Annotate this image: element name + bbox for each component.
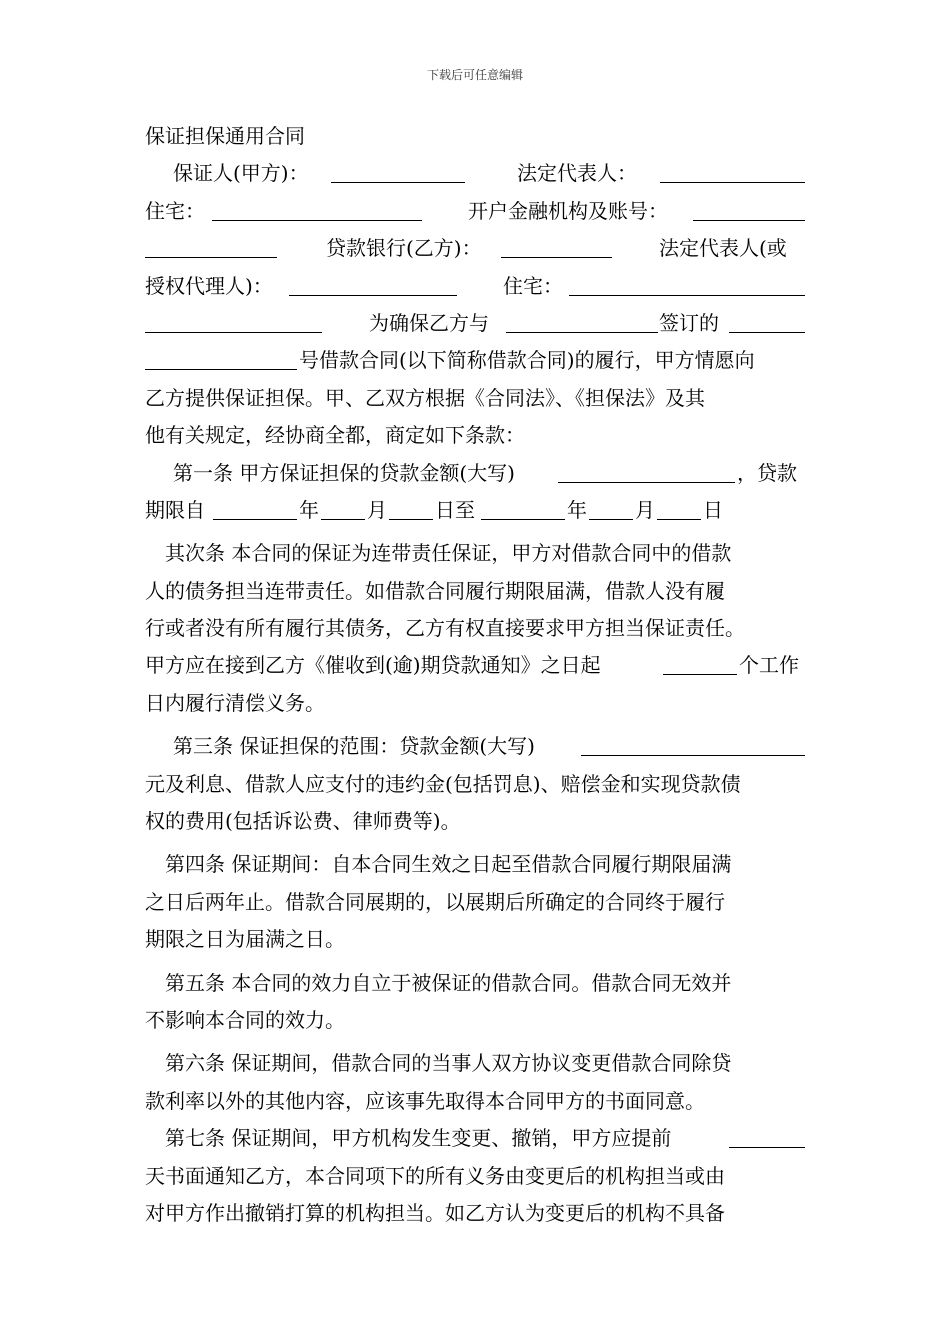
blank-field[interactable] xyxy=(729,305,805,333)
blank-field[interactable] xyxy=(145,305,322,333)
blank-field[interactable] xyxy=(657,492,701,520)
doc-line xyxy=(145,728,805,765)
line-text: 日 xyxy=(703,497,723,522)
doc-line xyxy=(145,846,805,883)
line-text: 第一条 甲方保证担保的贷款金额(大写) xyxy=(173,460,515,485)
doc-line xyxy=(145,305,805,342)
line-text: 其次条 本合同的保证为连带责任保证，甲方对借款合同中的借款 xyxy=(165,541,732,566)
page-header-note: 下载后可任意编辑 xyxy=(426,68,523,82)
blank-field[interactable] xyxy=(212,193,422,221)
doc-line xyxy=(145,268,805,305)
doc-line xyxy=(145,766,805,803)
doc-line xyxy=(145,535,805,572)
blank-field[interactable] xyxy=(289,268,457,296)
line-text: 住宅： xyxy=(503,273,563,298)
line-text: 签订的 xyxy=(659,310,719,335)
line-text: 不影响本合同的效力。 xyxy=(145,1007,345,1032)
line-text: 第六条 保证期间，借款合同的当事人双方协议变更借款合同除贷 xyxy=(165,1051,732,1076)
doc-line xyxy=(145,685,805,722)
line-text: 法定代表人： xyxy=(517,161,637,186)
blank-field[interactable] xyxy=(558,455,735,483)
blank-field[interactable] xyxy=(331,155,465,183)
blank-field[interactable] xyxy=(389,492,433,520)
doc-line xyxy=(145,803,805,840)
blank-field[interactable] xyxy=(481,492,565,520)
doc-line xyxy=(145,965,805,1002)
line-text: 住宅： xyxy=(145,198,205,223)
line-text: 行或者没有所有履行其债务，乙方有权直接要求甲方担当保证责任。 xyxy=(145,616,745,641)
doc-line xyxy=(145,492,805,529)
doc-line xyxy=(145,921,805,958)
line-text: 开户金融机构及账号： xyxy=(468,198,668,223)
document-title xyxy=(145,118,805,155)
blank-field[interactable] xyxy=(213,492,297,520)
blank-field[interactable] xyxy=(145,230,277,258)
doc-line xyxy=(145,155,805,192)
line-text: 乙方提供保证担保。甲、乙双方根据《合同法》、《担保法》及其 xyxy=(145,385,705,410)
doc-line xyxy=(145,884,805,921)
doc-line xyxy=(145,193,805,230)
line-text: 期限自 xyxy=(145,497,205,522)
doc-line xyxy=(145,342,805,379)
line-text: 第三条 保证担保的范围：贷款金额(大写) xyxy=(173,734,535,759)
line-text: 对甲方作出撤销打算的机构担当。如乙方认为变更后的机构不具备 xyxy=(145,1200,725,1225)
doc-line xyxy=(145,610,805,647)
line-text: 号借款合同(以下简称借款合同)的履行，甲方情愿向 xyxy=(299,348,755,373)
line-text: 法定代表人(或 xyxy=(659,236,787,261)
blank-field[interactable] xyxy=(569,268,805,296)
doc-line xyxy=(145,1120,805,1157)
doc-line xyxy=(145,417,805,454)
blank-field[interactable] xyxy=(501,230,612,258)
line-text: 之日后两年止。借款合同展期的，以展期后所确定的合同终于履行 xyxy=(145,889,725,914)
line-text: 人的债务担当连带责任。如借款合同履行期限届满，借款人没有履 xyxy=(145,578,725,603)
line-text: 保证人(甲方)： xyxy=(173,161,309,186)
title-text: 保证担保通用合同 xyxy=(145,124,305,148)
doc-line xyxy=(145,1083,805,1120)
doc-line xyxy=(145,1158,805,1195)
line-text: 他有关规定，经协商全都，商定如下条款： xyxy=(145,423,525,448)
line-text: 个工作 xyxy=(739,653,799,678)
blank-field[interactable] xyxy=(693,193,805,221)
line-text: 第七条 保证期间，甲方机构发生变更、撤销，甲方应提前 xyxy=(165,1126,672,1151)
line-text: 款利率以外的其他内容，应该事先取得本合同甲方的书面同意。 xyxy=(145,1088,705,1113)
line-text: 元及利息、借款人应支付的违约金(包括罚息)、赔偿金和实现贷款债 xyxy=(145,771,741,796)
doc-line xyxy=(145,1195,805,1232)
line-text: 月 xyxy=(367,497,387,522)
blank-field[interactable] xyxy=(321,492,365,520)
doc-line xyxy=(145,1002,805,1039)
doc-line xyxy=(145,573,805,610)
blank-field[interactable] xyxy=(506,305,658,333)
blank-field[interactable] xyxy=(589,492,633,520)
doc-line xyxy=(145,230,805,267)
line-text: 第四条 保证期间：自本合同生效之日起至借款合同履行期限届满 xyxy=(165,852,732,877)
doc-line xyxy=(145,380,805,417)
line-text: 甲方应在接到乙方《催收到(逾)期贷款通知》之日起 xyxy=(145,653,601,678)
line-text: 权的费用(包括诉讼费、律师费等)。 xyxy=(145,809,461,834)
contract-document xyxy=(145,118,805,1232)
line-text: 月 xyxy=(635,497,655,522)
line-text: 为确保乙方与 xyxy=(369,310,489,335)
line-text: ，贷款 xyxy=(737,460,797,485)
line-text: 第五条 本合同的效力自立于被保证的借款合同。借款合同无效并 xyxy=(165,970,732,995)
line-text: 期限之日为届满之日。 xyxy=(145,927,345,952)
blank-field[interactable] xyxy=(663,647,737,675)
blank-field[interactable] xyxy=(729,1120,805,1148)
blank-field[interactable] xyxy=(145,342,297,370)
line-text: 授权代理人)： xyxy=(145,273,273,298)
blank-field[interactable] xyxy=(581,728,805,756)
blank-field[interactable] xyxy=(660,155,805,183)
line-text: 日至 xyxy=(435,497,475,522)
line-text: 日内履行清偿义务。 xyxy=(145,690,325,715)
line-text: 天书面通知乙方，本合同项下的所有义务由变更后的机构担当或由 xyxy=(145,1163,725,1188)
line-text: 年 xyxy=(567,497,587,522)
doc-line xyxy=(145,455,805,492)
doc-line xyxy=(145,647,805,684)
doc-line xyxy=(145,1045,805,1082)
line-text: 年 xyxy=(299,497,319,522)
line-text: 贷款银行(乙方)： xyxy=(326,236,482,261)
